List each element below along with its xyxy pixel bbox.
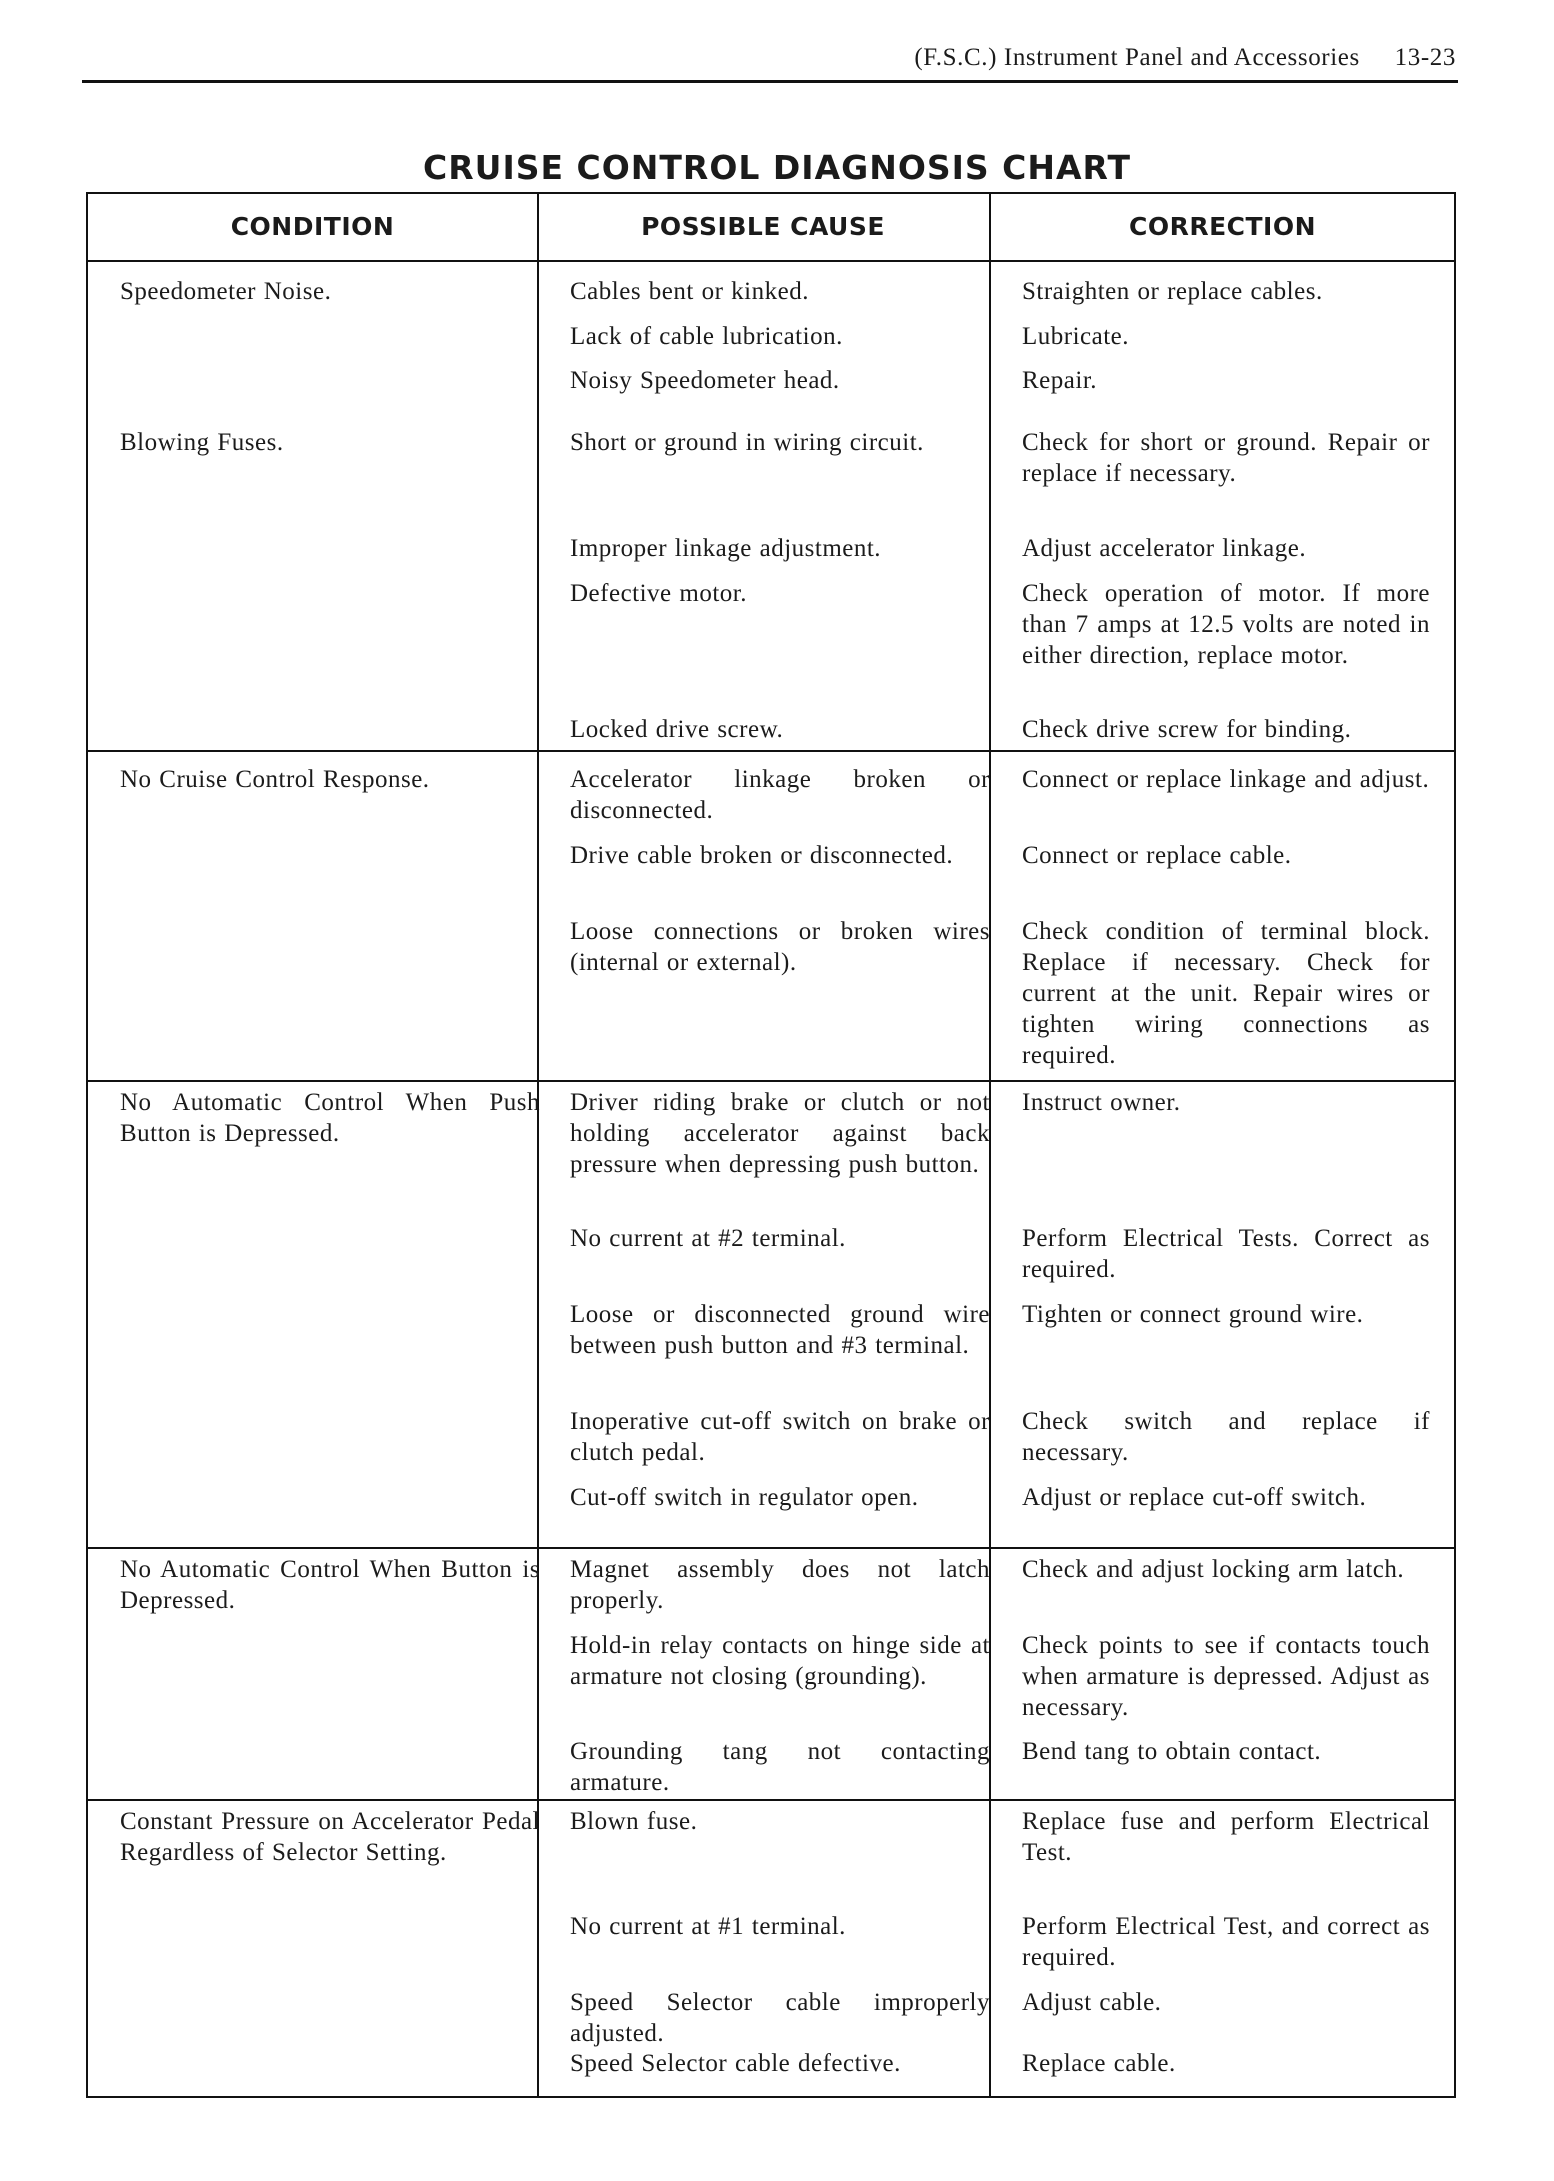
condition-cell: Speedometer Noise. bbox=[120, 278, 332, 305]
cause-cell: Cables bent or kinked. bbox=[570, 278, 809, 305]
correction-cell: Check drive screw for binding. bbox=[1022, 716, 1352, 743]
correction-cell: Check operation of motor. If more than 7 amps at 12.5 volts are noted in either direction, replace motor. bbox=[1022, 580, 1430, 669]
cause-cell: Defective motor. bbox=[570, 580, 747, 607]
cause-cell: Loose connections or broken wires (internal or external). bbox=[570, 918, 990, 976]
header-rule bbox=[82, 80, 1458, 83]
header-separator bbox=[88, 260, 1454, 262]
column-header-correction: CORRECTION bbox=[1128, 212, 1317, 241]
cause-cell: Speed Selector cable improperly adjusted. bbox=[570, 1989, 990, 2047]
cause-cell: Improper linkage adjustment. bbox=[570, 535, 882, 562]
column-header-cause: POSSIBLE CAUSE bbox=[641, 212, 885, 241]
group-separator bbox=[88, 1080, 1454, 1082]
correction-cell: Adjust cable. bbox=[1022, 1989, 1162, 2016]
correction-cell: Check condition of terminal block. Replace if necessary. Check for current at the unit. Repair wires or tighten wiring connections as required. bbox=[1022, 918, 1430, 1069]
correction-cell: Check points to see if contacts touch when armature is depressed. Adjust as necessary. bbox=[1022, 1632, 1430, 1721]
correction-cell: Adjust accelerator linkage. bbox=[1022, 535, 1307, 562]
condition-cell: No Cruise Control Response. bbox=[120, 766, 430, 793]
cause-cell: Speed Selector cable defective. bbox=[570, 2050, 901, 2077]
correction-cell: Replace fuse and perform Electrical Test. bbox=[1022, 1808, 1430, 1866]
condition-cell: Constant Pressure on Accelerator Pedal Regardless of Selector Setting. bbox=[120, 1808, 540, 1866]
cause-cell: Hold-in relay contacts on hinge side at armature not closing (grounding). bbox=[570, 1632, 990, 1690]
header-section-title: (F.S.C.) Instrument Panel and Accessories bbox=[914, 44, 1360, 71]
cause-cell: No current at #2 terminal. bbox=[570, 1225, 846, 1252]
cause-cell: Driver riding brake or clutch or not holding accelerator against back pressure when depressing push button. bbox=[570, 1089, 990, 1178]
cause-cell: Cut-off switch in regulator open. bbox=[570, 1484, 919, 1511]
correction-cell: Tighten or connect ground wire. bbox=[1022, 1301, 1364, 1328]
group-separator bbox=[88, 1547, 1454, 1549]
column-header-condition: CONDITION bbox=[230, 212, 395, 241]
correction-cell: Repair. bbox=[1022, 367, 1098, 394]
condition-cell: Blowing Fuses. bbox=[120, 429, 284, 456]
correction-cell: Replace cable. bbox=[1022, 2050, 1176, 2077]
page-number: 13-23 bbox=[1394, 44, 1456, 71]
cause-cell: Loose or disconnected ground wire between push button and #3 terminal. bbox=[570, 1301, 990, 1359]
diagnosis-table bbox=[86, 192, 1456, 2098]
correction-cell: Instruct owner. bbox=[1022, 1089, 1181, 1116]
correction-cell: Check switch and replace if necessary. bbox=[1022, 1408, 1430, 1466]
cause-cell: Noisy Speedometer head. bbox=[570, 367, 840, 394]
cause-cell: Inoperative cut-off switch on brake or clutch pedal. bbox=[570, 1408, 990, 1466]
cause-cell: Accelerator linkage broken or disconnected. bbox=[570, 766, 990, 824]
cause-cell: Magnet assembly does not latch properly. bbox=[570, 1556, 990, 1614]
correction-cell: Perform Electrical Test, and correct as required. bbox=[1022, 1913, 1430, 1971]
correction-cell: Bend tang to obtain contact. bbox=[1022, 1738, 1322, 1765]
correction-cell: Lubricate. bbox=[1022, 323, 1130, 350]
correction-cell: Check and adjust locking arm latch. bbox=[1022, 1556, 1405, 1583]
correction-cell: Check for short or ground. Repair or replace if necessary. bbox=[1022, 429, 1430, 487]
condition-cell: No Automatic Control When Push Button is Depressed. bbox=[120, 1089, 540, 1147]
running-header bbox=[914, 44, 1456, 72]
cause-cell: Drive cable broken or disconnected. bbox=[570, 842, 954, 869]
cause-cell: No current at #1 terminal. bbox=[570, 1913, 846, 1940]
correction-cell: Straighten or replace cables. bbox=[1022, 278, 1323, 305]
group-separator bbox=[88, 750, 1454, 752]
chart-title: CRUISE CONTROL DIAGNOSIS CHART bbox=[423, 148, 1131, 187]
correction-cell: Connect or replace cable. bbox=[1022, 842, 1292, 869]
correction-cell: Perform Electrical Tests. Correct as required. bbox=[1022, 1225, 1430, 1283]
correction-cell: Adjust or replace cut-off switch. bbox=[1022, 1484, 1367, 1511]
cause-cell: Lack of cable lubrication. bbox=[570, 323, 843, 350]
condition-cell: No Automatic Control When Button is Depressed. bbox=[120, 1556, 540, 1614]
cause-cell: Blown fuse. bbox=[570, 1808, 698, 1835]
correction-cell: Connect or replace linkage and adjust. bbox=[1022, 766, 1430, 793]
cause-cell: Grounding tang not contacting armature. bbox=[570, 1738, 990, 1796]
group-separator bbox=[88, 1799, 1454, 1801]
cause-cell: Short or ground in wiring circuit. bbox=[570, 429, 924, 456]
cause-cell: Locked drive screw. bbox=[570, 716, 784, 743]
